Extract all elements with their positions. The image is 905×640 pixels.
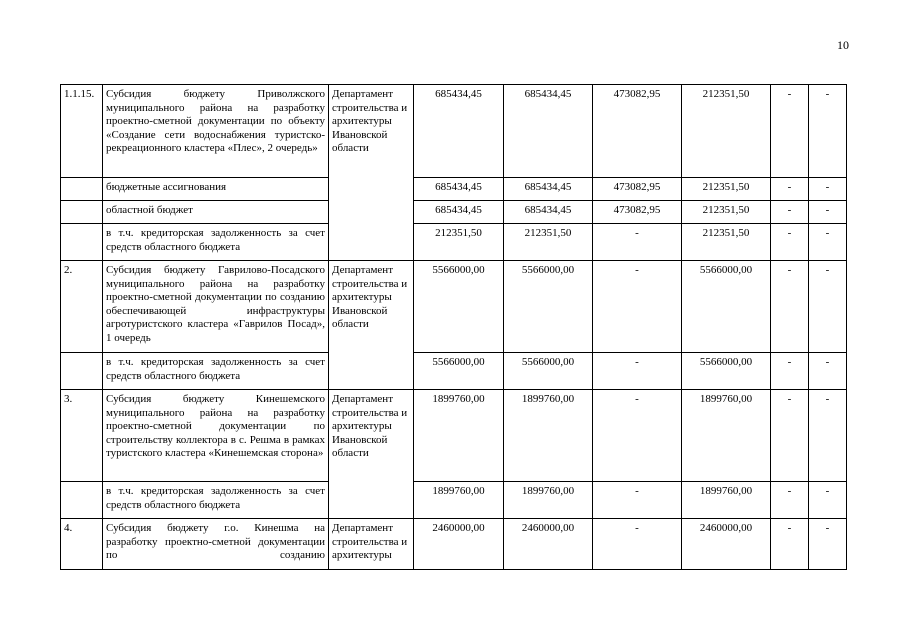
value-cell: 685434,45 — [414, 85, 504, 178]
row-number — [61, 178, 103, 201]
value-cell: 212351,50 — [682, 201, 771, 224]
row-description: Субсидия бюджету Кинешемского муниципального района на разработку проектно-сметной документации по строительству коллектора в с. Решма в рамках туристского кластера «Кинешемская сторона» — [103, 390, 329, 482]
value-cell: 5566000,00 — [504, 353, 593, 390]
value-cell: - — [771, 519, 809, 570]
row-number — [61, 224, 103, 261]
row-number: 4. — [61, 519, 103, 570]
value-cell: - — [593, 390, 682, 482]
row-number: 2. — [61, 261, 103, 353]
row-number: 1.1.15. — [61, 85, 103, 178]
table-row — [61, 224, 847, 261]
value-cell: - — [809, 178, 847, 201]
value-cell: 685434,45 — [504, 178, 593, 201]
row-description: Субсидия бюджету Приволжского муниципального района на разработку проектно-сметной документации по объекту «Создание сети водоснабжения туристско-рекреационного кластера «Плес», 2 очередь» — [103, 85, 329, 178]
value-cell: - — [809, 261, 847, 353]
value-cell: - — [771, 178, 809, 201]
value-cell: 1899760,00 — [682, 390, 771, 482]
value-cell: - — [771, 201, 809, 224]
table-row — [61, 519, 847, 570]
row-description: в т.ч. кредиторская задолженность за счет средств областного бюджета — [103, 353, 329, 390]
value-cell: 2460000,00 — [504, 519, 593, 570]
value-cell: 212351,50 — [414, 224, 504, 261]
row-description: в т.ч. кредиторская задолженность за счет средств областного бюджета — [103, 482, 329, 519]
table-row — [61, 201, 847, 224]
budget-table — [60, 84, 847, 570]
value-cell: 5566000,00 — [414, 353, 504, 390]
value-cell: - — [809, 353, 847, 390]
value-cell: 5566000,00 — [682, 353, 771, 390]
value-cell: - — [593, 224, 682, 261]
value-cell: - — [593, 482, 682, 519]
value-cell: 685434,45 — [504, 85, 593, 178]
responsible-department: Департамент строительства и архитектуры Ивановской области — [329, 390, 414, 519]
value-cell: 1899760,00 — [504, 482, 593, 519]
row-description: Субсидия бюджету г.о. Кинешма на разработку проектно-сметной документации по созданию — [103, 519, 329, 570]
row-description: в т.ч. кредиторская задолженность за счет средств областного бюджета — [103, 224, 329, 261]
value-cell: - — [809, 224, 847, 261]
value-cell: - — [771, 85, 809, 178]
table-row — [61, 390, 847, 482]
table-row — [61, 482, 847, 519]
value-cell: 5566000,00 — [414, 261, 504, 353]
value-cell: - — [771, 390, 809, 482]
value-cell: 473082,95 — [593, 85, 682, 178]
value-cell: 212351,50 — [682, 85, 771, 178]
value-cell: - — [593, 519, 682, 570]
value-cell: 2460000,00 — [414, 519, 504, 570]
page-number: 10 — [837, 38, 849, 52]
row-description: Субсидия бюджету Гаврилово-Посадского муниципального района на разработку проектно-сметной документации по созданию обеспечивающей инфраструктуры агротуристского кластера «Гаврилов Посад», 1 очередь — [103, 261, 329, 353]
value-cell: 685434,45 — [414, 201, 504, 224]
row-number — [61, 201, 103, 224]
row-number — [61, 353, 103, 390]
value-cell: 212351,50 — [504, 224, 593, 261]
value-cell: - — [593, 353, 682, 390]
value-cell: 473082,95 — [593, 201, 682, 224]
value-cell: 212351,50 — [682, 224, 771, 261]
responsible-department: Департамент строительства и архитектуры — [329, 519, 414, 570]
row-description: бюджетные ассигнования — [103, 178, 329, 201]
row-number — [61, 482, 103, 519]
value-cell: - — [771, 261, 809, 353]
value-cell: 1899760,00 — [414, 482, 504, 519]
value-cell: 685434,45 — [504, 201, 593, 224]
value-cell: 685434,45 — [414, 178, 504, 201]
value-cell: 473082,95 — [593, 178, 682, 201]
value-cell: - — [809, 519, 847, 570]
table-row — [61, 261, 847, 353]
value-cell: - — [771, 353, 809, 390]
value-cell: 2460000,00 — [682, 519, 771, 570]
value-cell: 5566000,00 — [682, 261, 771, 353]
value-cell: - — [809, 482, 847, 519]
value-cell: 1899760,00 — [504, 390, 593, 482]
table-row — [61, 178, 847, 201]
table-row — [61, 353, 847, 390]
value-cell: 1899760,00 — [414, 390, 504, 482]
table-row — [61, 85, 847, 178]
value-cell: - — [771, 482, 809, 519]
responsible-department: Департамент строительства и архитектуры Ивановской области — [329, 261, 414, 390]
value-cell: 1899760,00 — [682, 482, 771, 519]
value-cell: - — [771, 224, 809, 261]
value-cell: 5566000,00 — [504, 261, 593, 353]
responsible-department: Департамент строительства и архитектуры Ивановской области — [329, 85, 414, 261]
value-cell: 212351,50 — [682, 178, 771, 201]
row-number: 3. — [61, 390, 103, 482]
value-cell: - — [809, 390, 847, 482]
value-cell: - — [809, 85, 847, 178]
row-description: областной бюджет — [103, 201, 329, 224]
value-cell: - — [809, 201, 847, 224]
value-cell: - — [593, 261, 682, 353]
